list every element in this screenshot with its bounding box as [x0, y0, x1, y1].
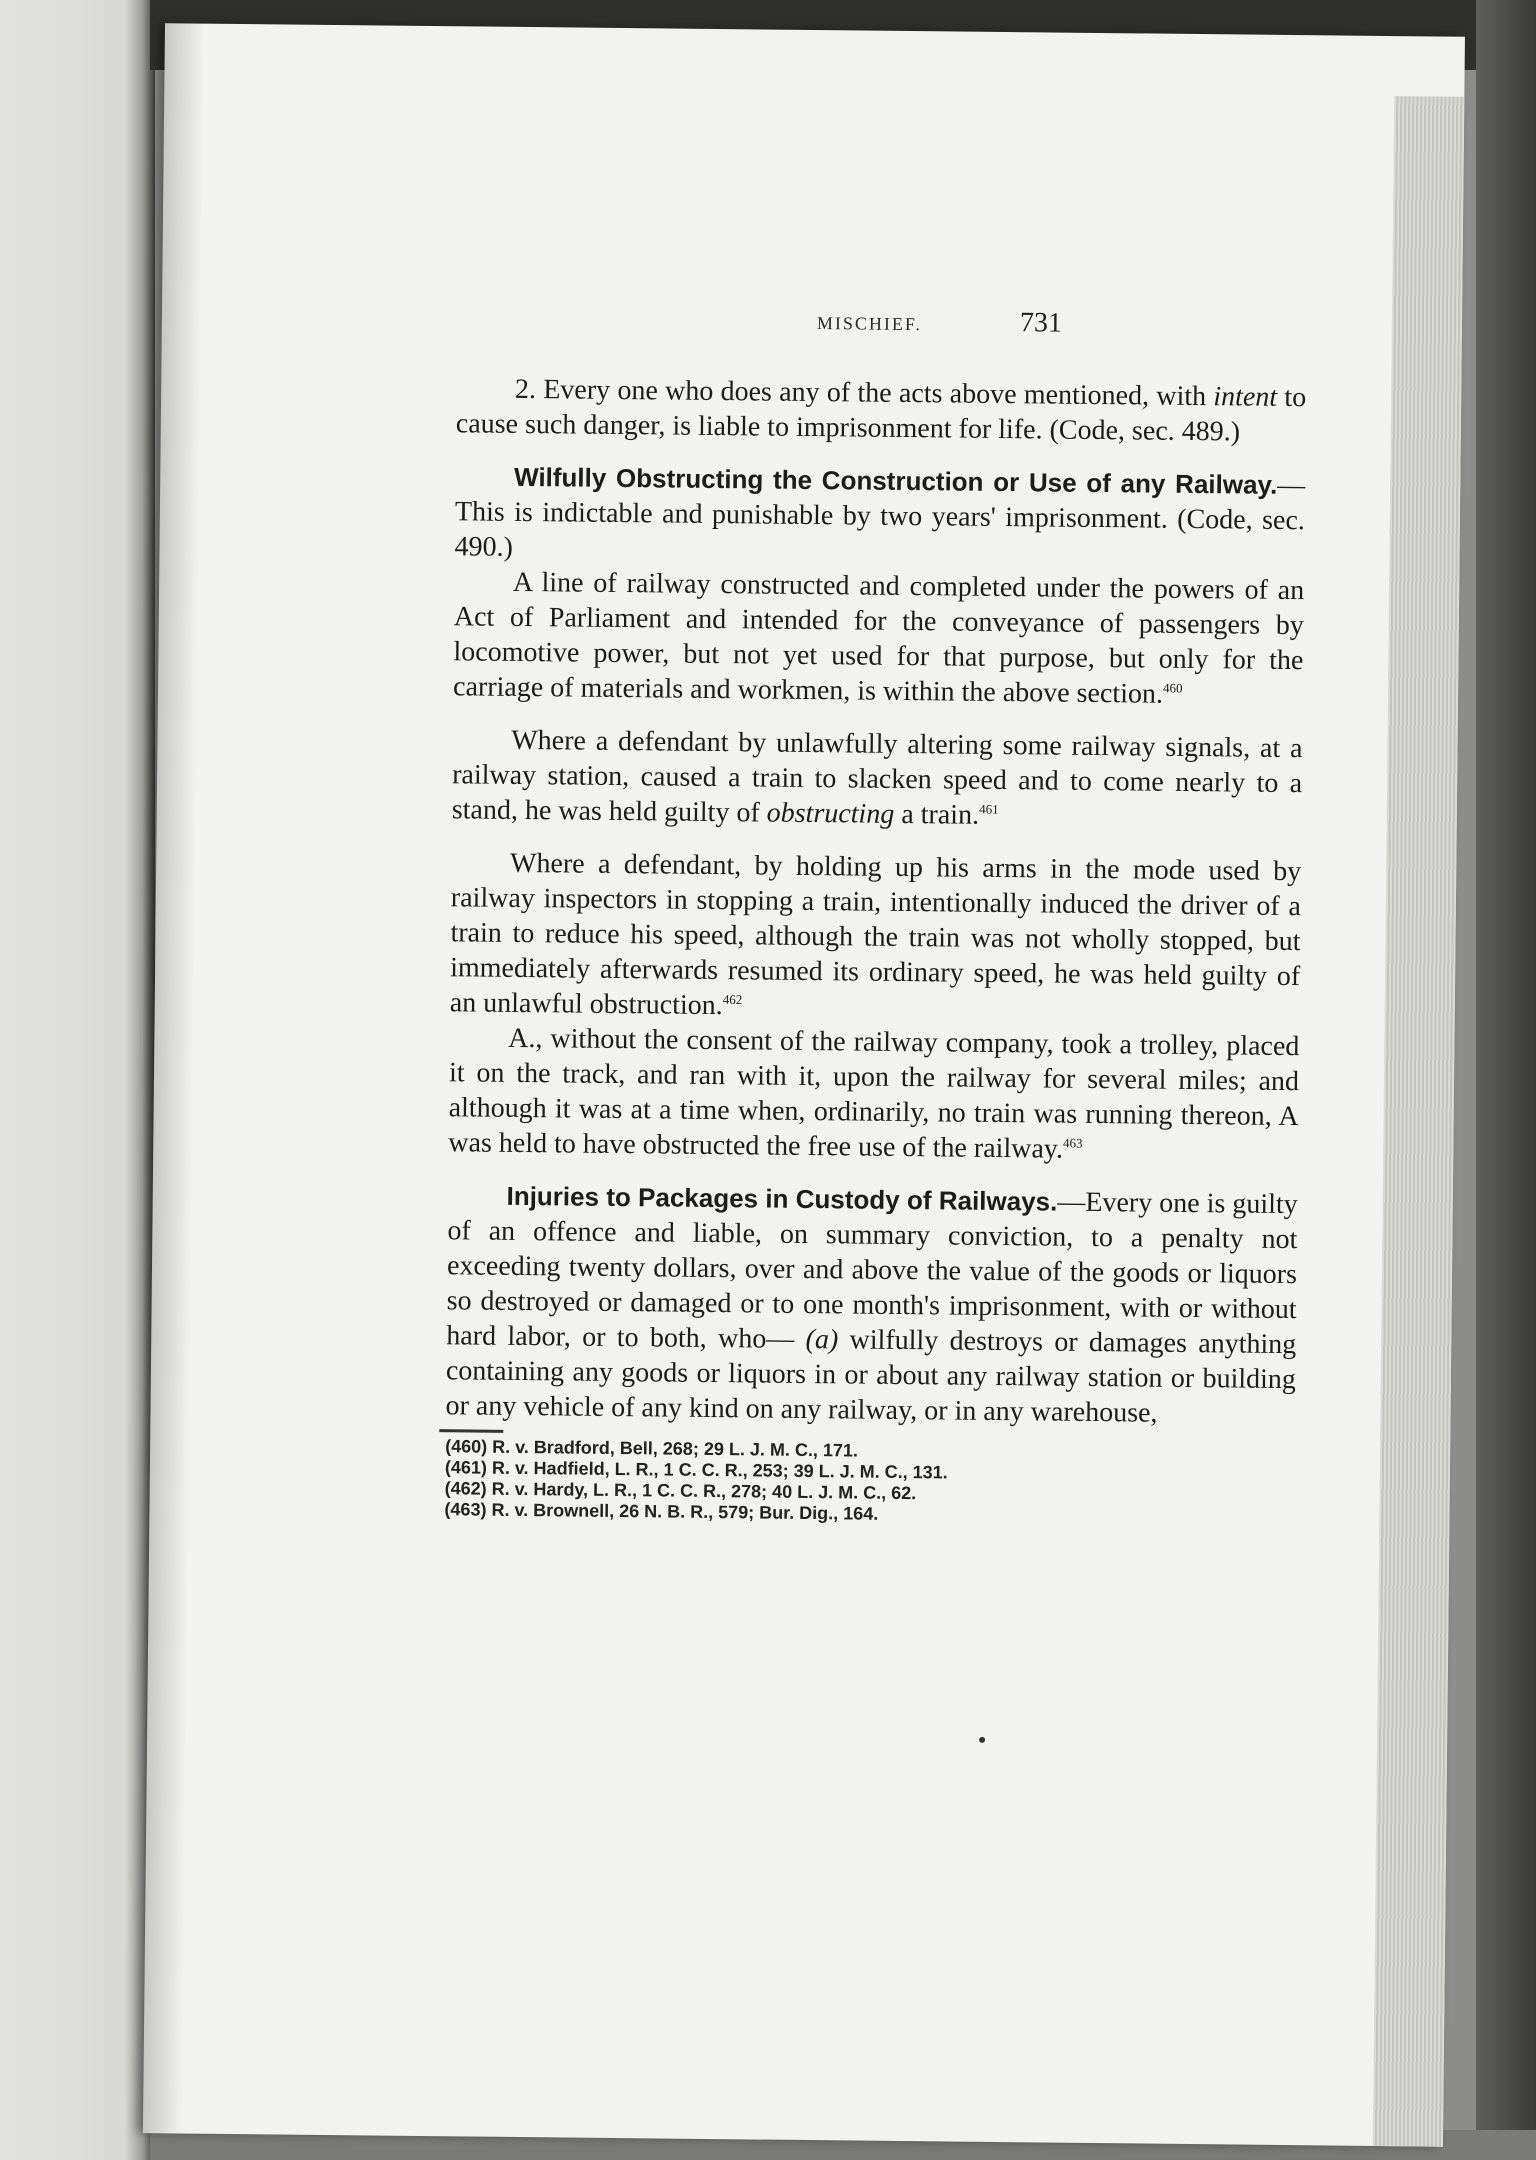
text-run: wilfully destroys or damages anything containing any goods or liquors in or about any railway station or building or any vehicle of any kind on any railway, or in any warehouse, [445, 1324, 1297, 1429]
italic-text: (a) [805, 1323, 839, 1356]
italic-text: intent [1213, 381, 1278, 413]
text-run: —This is indictable and punishable by two years' imprisonment. (Code, sec. 490.) [454, 469, 1306, 563]
text-run: A line of railway constructed and completed under the powers of an Act of Parliament and intended for the conveyance of passengers by locomotive power, but not yet used for that purpose, but only for the carriage of materials and workmen, is within the above section. [452, 566, 1305, 710]
text-run: 2. Every one who does any of the acts above mentioned, with [514, 373, 1214, 413]
paragraph [452, 722, 1303, 836]
paragraph [453, 564, 1304, 713]
footnote: (461) R. v. Hadfield, L. R., 1 C. C. R., 253; 39 L. J. M. C., 131. [444, 1457, 948, 1483]
facing-page [0, 0, 155, 2160]
footnote: (460) R. v. Bradford, Bell, 268; 29 L. J. M. C., 171. [445, 1436, 859, 1461]
paragraph [456, 371, 1307, 450]
text-run: A., without the consent of the railway company, took a trolley, placed it on the track, and ran with it, upon the railway for several miles; and although it was at a time when, ordinarily, no train was running thereon, A was held to have obstructed the free use of the railway. [448, 1022, 1300, 1165]
scan-background-right [1476, 0, 1536, 2160]
section-heading: Injuries to Packages in Custody of Railways. [506, 1180, 1058, 1217]
running-head-title: MISCHIEF. [816, 313, 923, 335]
paragraph [450, 845, 1302, 1029]
footnote-ref: 462 [722, 991, 743, 1007]
text-run: —Every one is guilty of an offence and liable, on summary conviction, to a penalty not exceeding twenty dollars, over and above the value of the goods or liquors so destroyed or damaged or to one month's imprisonment, with or without hard labor, or to both, who— [446, 1186, 1298, 1355]
book-page [143, 23, 1465, 2146]
footnote: (462) R. v. Hardy, L. R., 1 C. C. R., 278; 40 L. J. M. C., 62. [444, 1478, 917, 1504]
paragraph [448, 1020, 1299, 1169]
text-run: Where a defendant by unlawfully altering some railway signals, at a railway station, caused a train to slacken speed and to come nearly to a stand, he was held guilty of [451, 724, 1303, 829]
paragraph [454, 459, 1305, 573]
footnote: (463) R. v. Brownell, 26 N. B. R., 579; Bur. Dig., 164. [444, 1499, 879, 1524]
page-edges [1373, 96, 1464, 2147]
footnotes [444, 1436, 1295, 1529]
text-run: to cause such danger, is liable to imprisonment for life. (Code, sec. 489.) [455, 381, 1307, 448]
text-run: Where a defendant, by holding up his arms in the mode used by railway inspectors in stopping a train, intentionally induced the driver of a train to reduce his speed, although the train was not wholly stopped, but immediately afterwards resumed its ordinary speed, he was held guilty of an unlawful obstruction. [449, 847, 1302, 1022]
footnote-ref: 460 [1162, 680, 1183, 696]
italic-text: obstructing [766, 797, 895, 830]
paragraph [445, 1178, 1298, 1432]
footnote-ref: 461 [979, 801, 999, 817]
running-head [652, 303, 1062, 339]
body-text [444, 371, 1306, 1529]
footnote-ref: 463 [1063, 1135, 1083, 1151]
page-number: 731 [1019, 307, 1063, 339]
text-run: a train. [894, 798, 980, 831]
stray-mark [979, 1737, 985, 1743]
footnote-rule [439, 1429, 503, 1433]
section-heading: Wilfully Obstructing the Construction or Use of any Railway. [513, 461, 1278, 500]
